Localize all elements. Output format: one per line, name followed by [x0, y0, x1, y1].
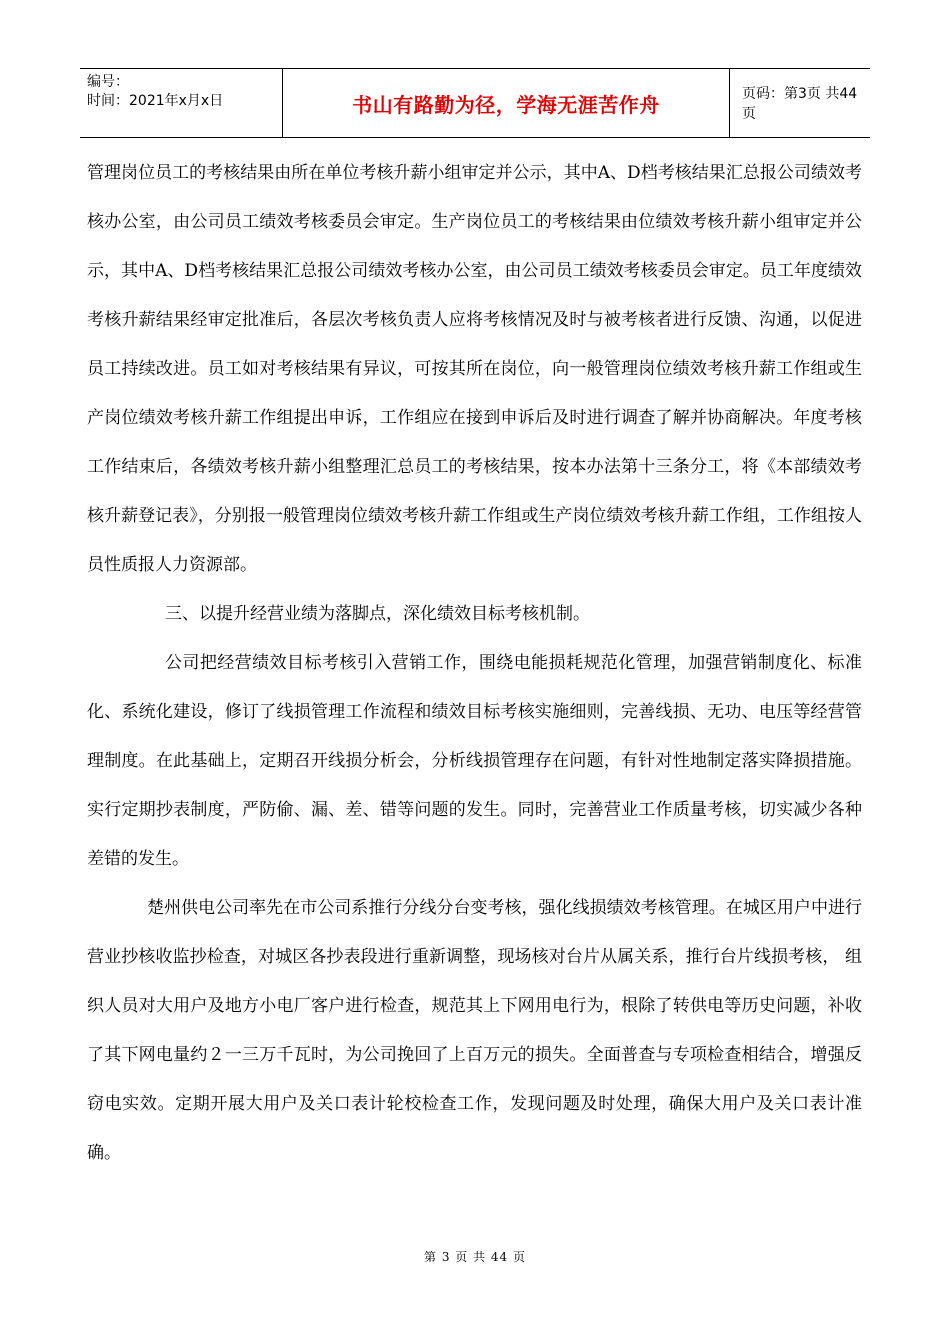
header-meta: [80, 69, 282, 137]
page-footer: 第 3 页 共 44 页: [424, 1250, 526, 1264]
body-paragraph-1: 管理岗位员工的考核结果由所在单位考核升薪小组审定并公示，其中A、D档考核结果汇总报公司绩效考核办公室，由公司员工绩效考核委员会审定。生产岗位员工的考核结果由位绩效考核升薪小组审定并公示，其中A、D档考核结果汇总报公司绩效考核办公室，由公司员工绩效考核委员会审定。员工年度绩效考核升薪结果经审定批准后，各层次考核负责人应将考核情况及时与被考核者进行反馈、沟通，以促进员工持续改进。员工如对考核结果有异议，可按其所在岗位，向一般管理岗位绩效考核升薪工作组或生产岗位绩效考核升薪工作组提出申诉，工作组应在接到申诉后及时进行调查了解并协商解决。年度考核工作结束后，各绩效考核升薪小组整理汇总员工的考核结果，按本办法第十三条分工，将《本部绩效考核升薪登记表》，分别报一般管理岗位绩效考核升薪工作组或生产岗位绩效考核升薪工作组，工作组按人员性质报人力资源部。: [87, 163, 862, 575]
body-paragraph-3: 楚州供电公司率先在市公司系推行分线分台变考核，强化线损绩效考核管理。在城区用户中进行营业抄核收监抄检查，对城区各抄表段进行重新调整，现场核对台片从属关系，推行台片线损考核， 组织人员对大用户及地方小电厂客户进行检查，规范其上下网用电行为，根除了转供电等历史问题，补收了其下网电量约２一三万千瓦时，为公司挽回了上百万元的损失。全面普查与专项检查相结合，增强反窃电实效。定期开展大用户及关口表计轮校检查工作，发现问题及时处理，确保大用户及关口表计准确。: [87, 898, 862, 1163]
section-heading: 三、以提升经营业绩为落脚点，深化绩效目标考核机制。: [165, 604, 590, 624]
document-number-label: 编号：: [87, 74, 129, 90]
document-time-label: 时间：2021年x月x日: [87, 93, 224, 109]
header-motto: 书山有路勤为径，学海无涯苦作舟: [352, 92, 660, 117]
header-page-info: 页码：第3页 共44页: [742, 86, 858, 122]
document-body: [87, 149, 862, 1178]
body-paragraph-2: 公司把经营绩效目标考核引入营销工作，围绕电能损耗规范化管理，加强营销制度化、标准化、系统化建设，修订了线损管理工作流程和绩效目标考核实施细则，完善线损、无功、电压等经营管理制度。在此基础上，定期召开线损分析会，分析线损管理存在问题，有针对性地制定落实降损措施。实行定期抄表制度，严防偷、漏、差、错等问题的发生。同时，完善营业工作质量考核，切实减少各种差错的发生。: [87, 653, 862, 869]
page-header: [80, 68, 870, 138]
header-motto-cell: [282, 69, 730, 137]
